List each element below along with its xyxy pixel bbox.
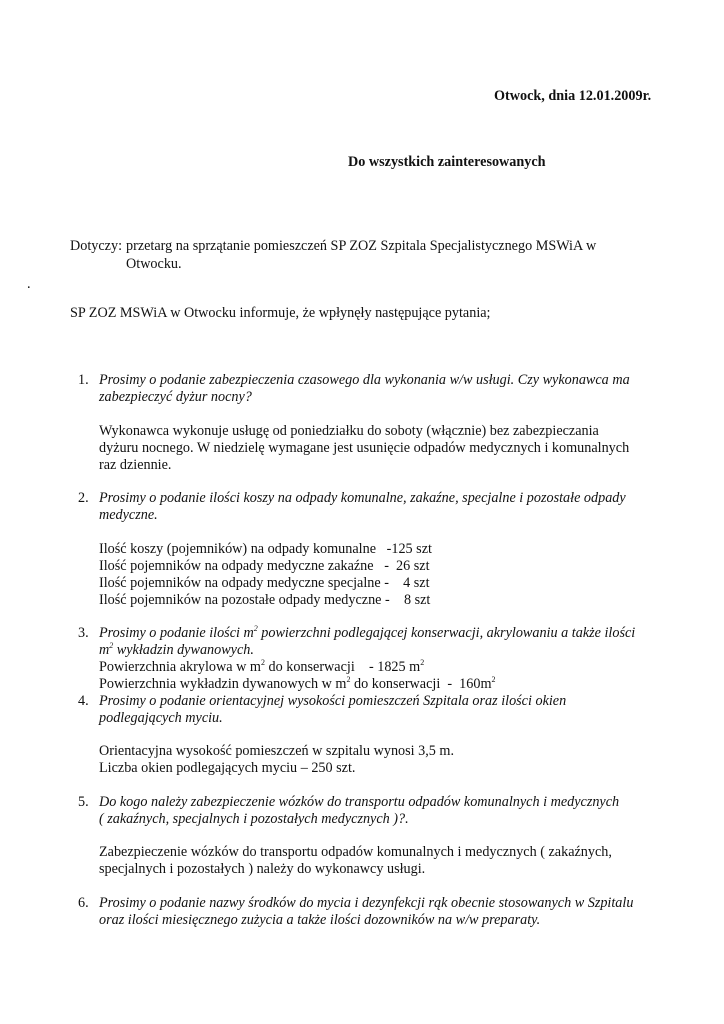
question-number: 2. — [78, 490, 89, 506]
subject-text-line1: przetarg na sprzątanie pomieszczeń SP ZOZ Szpitala Specjalistycznego MSWiA w — [126, 238, 597, 254]
answer-text-line: raz dziennie. — [99, 457, 172, 473]
answer-text-line: Ilość pojemników na odpady medyczne specjalne - 4 szt — [99, 575, 430, 591]
date-line: Otwock, dnia 12.01.2009r. — [494, 88, 652, 104]
answer-text-line: Orientacyjna wysokość pomieszczeń w szpitalu wynosi 3,5 m. — [99, 743, 454, 759]
question-text-line: Prosimy o podanie orientacyjnej wysokości pomieszczeń Szpitala oraz ilości okien — [99, 693, 567, 709]
question-text-line: ( zakaźnych, specjalnych i pozostałych medycznych )?. — [99, 811, 409, 827]
answer-text-line: Wykonawca wykonuje usługę od poniedziałku do soboty (włącznie) bez zabezpieczania — [99, 423, 599, 439]
margin-mark: . — [27, 276, 31, 292]
answer-text-line: Ilość pojemników na pozostałe odpady medyczne - 8 szt — [99, 592, 431, 608]
intro-text: SP ZOZ MSWiA w Otwocku informuje, że wpłynęły następujące pytania; — [70, 305, 491, 321]
question-text-line: medyczne. — [99, 507, 158, 523]
question-text-line: $m^2$ wykładzin dywanowych. — [99, 641, 254, 658]
answer-text-line: Ilość pojemników na odpady medyczne zakaźne - 26 szt — [99, 558, 430, 574]
addressee: Do wszystkich zainteresowanych — [348, 154, 546, 170]
question-text-line: oraz ilości miesięcznego zużycia a także ilości dozowników na w/w preparaty. — [99, 912, 541, 928]
answer-text-line: Powierzchnia akrylowa w $m^2$ do konserwacji - 1825 $m^2$ — [99, 658, 425, 675]
answer-text-line: Powierzchnia wykładzin dywanowych w $m^2$ do konserwacji - $160m^2$ — [99, 675, 496, 692]
question-text-line: Prosimy o podanie ilości koszy na odpady komunalne, zakaźne, specjalne i pozostałe odpady — [99, 490, 626, 506]
question-number: 5. — [78, 794, 89, 810]
question-text-line: Do kogo należy zabezpieczenie wózków do transportu odpadów komunalnych i medycznych — [99, 794, 620, 810]
question-number: 1. — [78, 372, 89, 388]
subject-label: Dotyczy: — [70, 238, 123, 254]
answer-text-line: Ilość koszy (pojemników) na odpady komunalne -125 szt — [99, 541, 432, 557]
question-number: 6. — [78, 895, 89, 911]
answer-text-line: specjalnych i pozostałych ) należy do wykonawcy usługi. — [99, 861, 426, 877]
question-text-line: Prosimy o podanie zabezpieczenia czasowego dla wykonania w/w usługi. Czy wykonawca ma — [99, 372, 630, 388]
question-text-line: zabezpieczyć dyżur nocny? — [99, 389, 252, 405]
question-text-line: podlegających myciu. — [99, 710, 223, 726]
question-number: 3. — [78, 625, 89, 641]
answer-text-line: dyżuru nocnego. W niedzielę wymagane jest usunięcie odpadów medycznych i komunalnych — [99, 440, 630, 456]
question-text-line: Prosimy o podanie nazwy środków do mycia i dezynfekcji rąk obecnie stosowanych w Szpitalu — [99, 895, 634, 911]
question-number: 4. — [78, 693, 89, 709]
question-text-line: Prosimy o podanie ilości $m^2$ powierzchni podlegającej konserwacji, akrylowaniu a także ilości — [99, 624, 636, 641]
answer-text-line: Zabezpieczenie wózków do transportu odpadów komunalnych i medycznych ( zakaźnych, — [99, 844, 612, 860]
answer-text-line: Liczba okien podlegających myciu – 250 szt. — [99, 760, 356, 776]
subject-text-line2: Otwocku. — [126, 256, 182, 272]
